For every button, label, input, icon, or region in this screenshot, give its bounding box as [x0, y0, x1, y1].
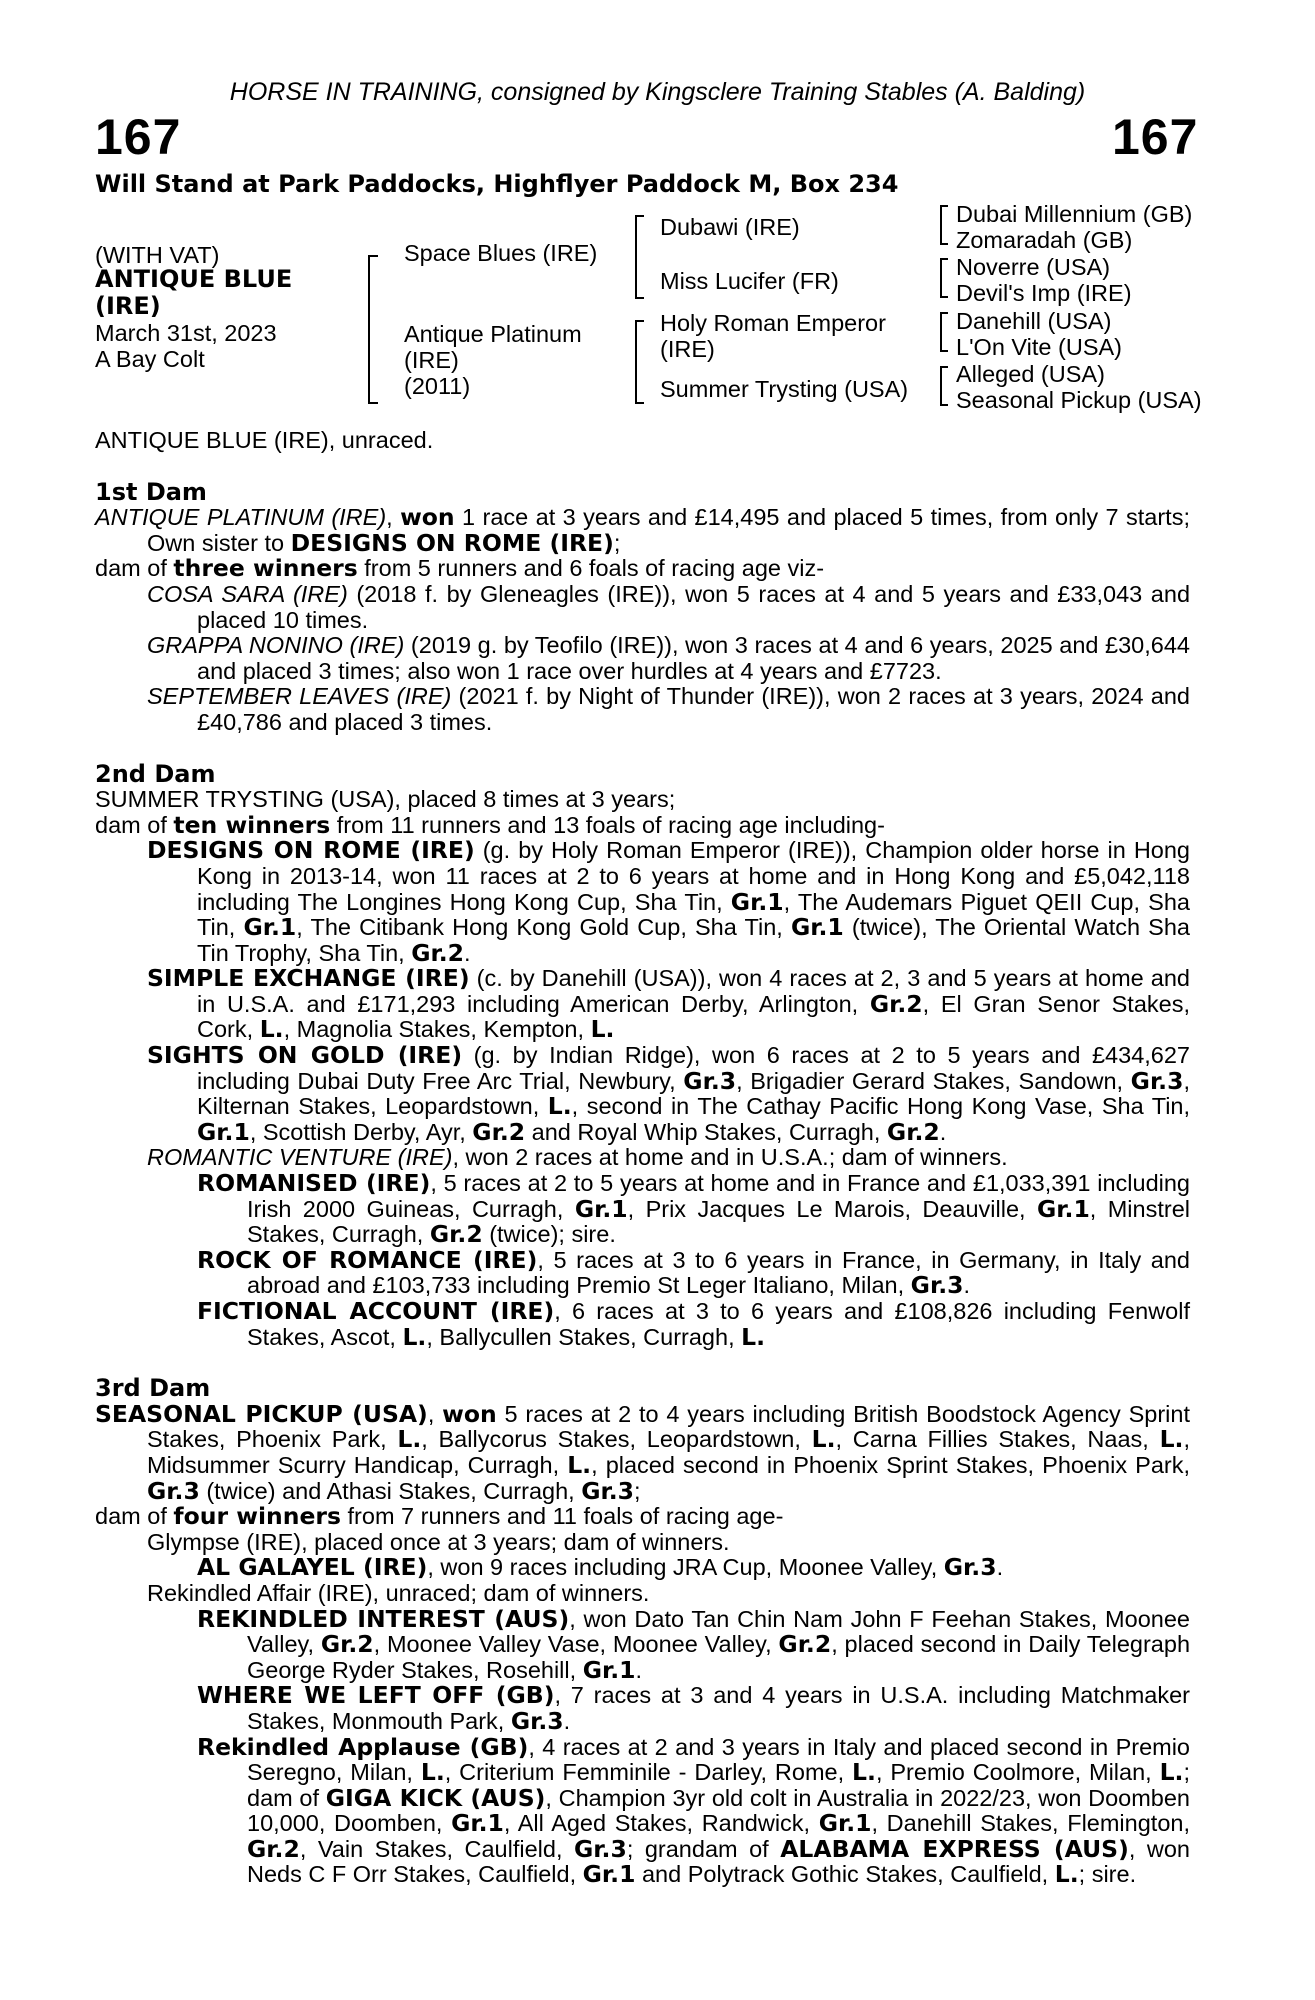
progeny-rekindled-interest: REKINDLED INTEREST (AUS), won Dato Tan Chin Nam John F Feehan Stakes, Moonee Valley, Gr.2, Moonee Valley Vase, Moonee Valley, Gr.2, placed second in Daily Telegraph George Ryder Stakes, Rosehill, Gr.1.	[197, 1604, 1191, 1684]
first-dam-name: ANTIQUE PLATINUM (IRE)	[95, 504, 387, 531]
first-dam-heading: 1st Dam	[95, 477, 207, 506]
pedigree-sire: Space Blues (IRE)	[404, 240, 598, 266]
race-record: ANTIQUE BLUE (IRE), unraced.	[95, 427, 434, 453]
pedigree-brace-g3c	[940, 312, 948, 352]
pedigree-sire-dam: Miss Lucifer (FR)	[660, 268, 839, 294]
pedigree-ddd: Seasonal Pickup (USA)	[956, 387, 1202, 413]
horse-name-line2: (IRE)	[95, 292, 161, 320]
first-dam-summary: ANTIQUE PLATINUM (IRE), won 1 race at 3 years and £14,495 and placed 5 times, from only 7 starts; Own sister to DESIGNS ON ROME (IRE);	[95, 503, 1190, 557]
progeny-romantic-venture: ROMANTIC VENTURE (IRE), won 2 races at home and in U.S.A.; dam of winners.	[147, 1144, 1008, 1171]
progeny-simple-exchange: SIMPLE EXCHANGE (IRE) (c. by Danehill (USA)), won 4 races at 2, 3 and 5 years at home and in U.S.A. and £171,293 including American Derby, Arlington, Gr.2, El Gran Senor Stakes, Cork, L., Magnolia Stakes, Kempton, L.	[147, 964, 1191, 1044]
pedigree-dam-line1: Antique Platinum	[404, 321, 582, 347]
third-dam-summary: SEASONAL PICKUP (USA), won 5 races at 2 to 4 years including British Boodstock Agency Sprint Stakes, Phoenix Park, L., Ballycorus Stakes, Leopardstown, L., Carna Fillies Stakes, Naas, L., Midsummer Scurry Handicap, Curragh, L., placed second in Phoenix Sprint Stakes, Phoenix Park, Gr.3 (twice) and Athasi Stakes, Curragh, Gr.3;	[95, 1399, 1190, 1505]
progeny-rekindled-affair: Rekindled Affair (IRE), unraced; dam of winners.	[147, 1579, 650, 1606]
progeny-where-we-left-off: WHERE WE LEFT OFF (GB), 7 races at 3 and 4 years in U.S.A. including Matchmaker Stakes, Monmouth Park, Gr.3.	[197, 1681, 1190, 1735]
pedigree-dam-sire-line2: (IRE)	[660, 336, 715, 362]
pedigree-dam-line2: (IRE)	[404, 347, 459, 373]
consignment-header: HORSE IN TRAINING, consigned by Kingsclere Training Stables (A. Balding)	[229, 78, 1086, 106]
progeny-designs-on-rome: DESIGNS ON ROME (IRE) (g. by Holy Roman Emperor (IRE)), Champion older horse in Hong Kong in 2013-14, won 11 races at 2 to 6 years at home and in Hong Kong and £5,042,118 including The Longines Hong Kong Cup, Sha Tin, Gr.1, The Audemars Piguet QEII Cup, Sha Tin, Gr.1, The Citibank Hong Kong Gold Cup, Sha Tin, Gr.1 (twice), The Oriental Watch Sha Tin Trophy, Sha Tin, Gr.2.	[147, 836, 1190, 967]
lot-number-right: 167	[1112, 109, 1199, 165]
pedigree-brace-sire	[635, 215, 644, 299]
first-dam-offspring-0: COSA SARA (IRE) (2018 f. by Gleneagles (IRE)), won 5 races at 4 and 5 years and £33,043 and placed 10 times.	[147, 580, 1191, 633]
first-dam-won: won	[400, 503, 455, 532]
vat-note: (WITH VAT)	[95, 242, 220, 268]
catalogue-body	[95, 428, 1190, 1888]
lot-number-left: 167	[95, 109, 182, 165]
pedigree-brace-g3d	[940, 366, 948, 406]
progeny-glympse: Glympse (IRE), placed once at 3 years; dam of winners.	[147, 1528, 730, 1555]
pedigree-sds: Noverre (USA)	[956, 254, 1111, 280]
progeny-rock-of-romance: ROCK OF ROMANCE (IRE), 5 races at 3 to 6 years in France, in Germany, in Italy and abroad and £103,733 including Premio St Leger Italiano, Milan, Gr.3.	[197, 1245, 1191, 1300]
pedigree-sire-sire: Dubawi (IRE)	[660, 214, 800, 240]
pedigree-dam-dam: Summer Trysting (USA)	[660, 376, 909, 402]
pedigree-dam-sire-line1: Holy Roman Emperor	[660, 310, 886, 336]
first-dam-produce: dam of three winners from 5 runners and 6 foals of racing age viz-	[95, 554, 825, 583]
progeny-al-galayel: AL GALAYEL (IRE), won 9 races including JRA Cup, Moonee Valley, Gr.3.	[197, 1553, 1004, 1582]
pedigree-sss: Dubai Millennium (GB)	[956, 201, 1193, 227]
horse-name-line1: ANTIQUE BLUE	[95, 265, 293, 293]
pedigree-brace-1	[368, 255, 378, 404]
foaling-date: March 31st, 2023	[95, 320, 277, 346]
progeny-romanised: ROMANISED (IRE), 5 races at 2 to 5 years at home and in France and £1,033,391 including Irish 2000 Guineas, Curragh, Gr.1, Prix Jacques Le Marois, Deauville, Gr.1, Minstrel Stakes, Curragh, Gr.2 (twice); sire.	[197, 1169, 1191, 1249]
progeny-rekindled-applause: Rekindled Applause (GB), 4 races at 2 and 3 years in Italy and placed second in Premio Seregno, Milan, L., Criterium Femminile - Darley, Rome, L., Premio Coolmore, Milan, L.; dam of GIGA KICK (AUS), Champion 3yr old colt in Australia in 2022/23, won Doomben 10,000, Doomben, Gr.1, All Aged Stakes, Randwick, Gr.1, Danehill Stakes, Flemington, Gr.2, Vain Stakes, Caulfield, Gr.3; grandam of ALABAMA EXPRESS (AUS), won Neds C F Orr Stakes, Caulfield, Gr.1 and Polytrack Gothic Stakes, Caulfield, L.; sire.	[197, 1732, 1191, 1889]
pedigree-brace-g3b	[940, 258, 948, 298]
horse-description: A Bay Colt	[95, 346, 205, 372]
pedigree-ssd: Zomaradah (GB)	[956, 227, 1133, 253]
pedigree-brace-g3a	[940, 205, 948, 245]
pedigree-brace-dam	[635, 320, 644, 404]
pedigree-dss: Danehill (USA)	[956, 308, 1112, 334]
pedigree-sdd: Devil's Imp (IRE)	[956, 280, 1132, 306]
third-dam-heading: 3rd Dam	[95, 1374, 211, 1403]
second-dam-heading: 2nd Dam	[95, 759, 216, 788]
third-dam-produce: dam of four winners from 7 runners and 11 foals of racing age-	[95, 1502, 784, 1531]
first-dam-offspring-1: GRAPPA NONINO (IRE) (2019 g. by Teofilo (IRE)), won 3 races at 4 and 6 years, 2025 and £30,644 and placed 3 times; also won 1 race over hurdles at 4 years and £7723.	[147, 632, 1190, 684]
first-dam-sister: DESIGNS ON ROME (IRE)	[290, 528, 614, 557]
progeny-fictional-account: FICTIONAL ACCOUNT (IRE), 6 races at 3 to 6 years and £108,826 including Fenwolf Stakes, Ascot, L., Ballycullen Stakes, Curragh, L.	[197, 1297, 1190, 1351]
stabling-location: Will Stand at Park Paddocks, Highflyer Paddock M, Box 234	[95, 170, 899, 198]
pedigree-dam-foaled: (2011)	[404, 373, 471, 399]
pedigree-dsd: L'On Vite (USA)	[956, 334, 1123, 360]
first-dam-offspring-2: SEPTEMBER LEAVES (IRE) (2021 f. by Night of Thunder (IRE)), won 2 races at 3 years, 2024 and £40,786 and placed 3 times.	[147, 683, 1190, 735]
pedigree-dds: Alleged (USA)	[956, 361, 1105, 387]
second-dam-produce: dam of ten winners from 11 runners and 13 foals of racing age including-	[95, 810, 885, 839]
second-dam-summary: SUMMER TRYSTING (USA), placed 8 times at 3 years;	[95, 786, 676, 813]
progeny-sights-on-gold: SIGHTS ON GOLD (IRE) (g. by Indian Ridge), won 6 races at 2 to 5 years and £434,627 including Dubai Duty Free Arc Trial, Newbury, Gr.3, Brigadier Gerard Stakes, Sandown, Gr.3, Kilternan Stakes, Leopardstown, L., second in The Cathay Pacific Hong Kong Vase, Sha Tin, Gr.1, Scottish Derby, Ayr, Gr.2 and Royal Whip Stakes, Curragh, Gr.2.	[147, 1041, 1191, 1146]
